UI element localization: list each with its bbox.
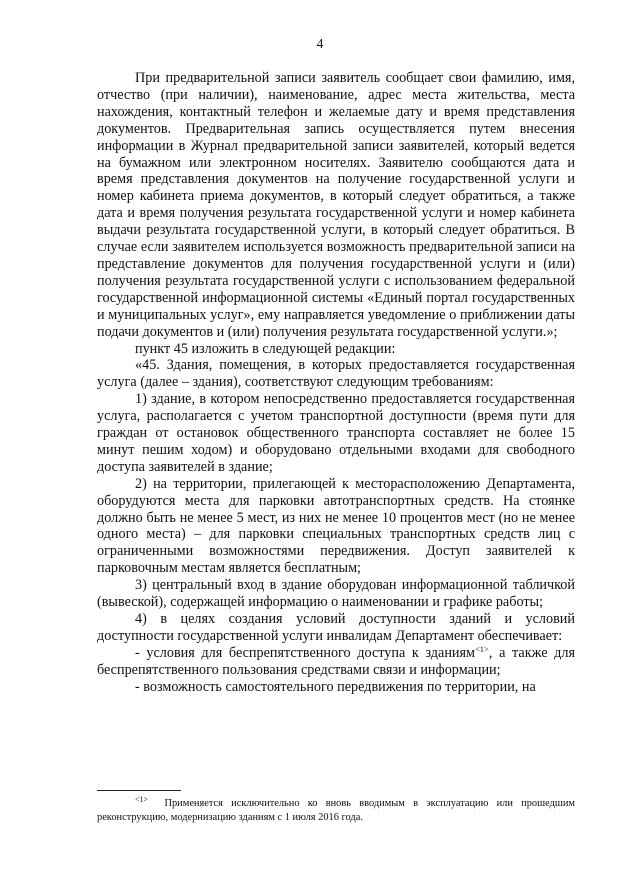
paragraph-preliminary-registration: При предварительной записи заявитель сообщает свои фамилию, имя, отчество (при наличии), наименование, адрес места жительства, места нахождения, контактный телефон и желаемые дату и время представления документов. Предварительная запись осуществляется путем внесения информации в Журнал предварительной записи заявителей, который ведется на бумажном или электронном носителях. Заявителю сообщаются дата и время представления документов на получение государственной услуги и номер кабинета приема документов, в который следует обратиться, а также дата и время получения результата государственной услуги и номер кабинета выдачи результата государственной услуги, в который следует обратиться. В случае если заявителем используется возможность предварительной записи на представление документов для получения государственной услуги и (или) получения результата государственной услуги с использованием федеральной государственной информационной системы «Единый портал государственных и муниципальных услуг», ему направляется уведомление о приближении даты подачи документов и (или) получения результата государственной услуги.»; (97, 70, 575, 340)
paragraph-access-conditions (97, 645, 575, 679)
paragraph-item-2-parking: 2) на территории, прилегающей к месторасположению Департамента, оборудуются места для парковки автотранспортных средств. На стоянке должно быть не менее 5 мест, из них не менее 10 процентов мест (но не менее одного места) – для парковки специальных транспортных средств лиц с ограниченными возможностями передвижения. Доступ заявителей к парковочным местам является бесплатным; (97, 475, 575, 577)
paragraph-item-4-accessibility: 4) в целях создания условий доступности зданий и условий доступности государственной услуги инвалидам Департамент обеспечивает: (97, 611, 575, 644)
access-conditions-text-continued: , а также для беспрепятственного пользования средствами связи и информации; (97, 644, 575, 678)
paragraph-independent-movement: - возможность самостоятельного передвижения по территории, на (135, 678, 536, 695)
access-conditions-text: - условия для беспрепятственного доступа к зданиям (135, 644, 476, 661)
footnote-paragraph (97, 797, 575, 824)
footnote-marker: <1> (135, 795, 149, 804)
footnote-separator (97, 790, 181, 791)
paragraph-amendment-intro: пункт 45 изложить в следующей редакции: (135, 340, 396, 357)
page-number: 4 (316, 36, 324, 51)
paragraph-item-1-building-location: 1) здание, в котором непосредственно предоставляется государственная услуга, располагается с учетом транспортной доступности (время пути для граждан от остановок общественного транспорта составляет не более 15 минут пешим ходом) и оборудовано отдельными входами для свободного доступа заявителей в здание; (97, 391, 575, 475)
document-body (97, 70, 575, 696)
paragraph-clause-45: «45. Здания, помещения, в которых предоставляется государственная услуга (далее – здания), соответствуют следующим требованиям: (97, 357, 575, 391)
footnote-reference[interactable]: <1> (475, 643, 489, 654)
footnote-text: Применяется исключительно ко вновь вводимым в эксплуатацию или прошедшим реконструкцию, модернизацию зданиям с 1 июля 2016 года. (97, 798, 575, 823)
paragraph-item-3-signboard: 3) центральный вход в здание оборудован информационной табличкой (вывеской), содержащей информацию о наименовании и графике работы; (97, 577, 575, 611)
footnote (97, 797, 575, 824)
